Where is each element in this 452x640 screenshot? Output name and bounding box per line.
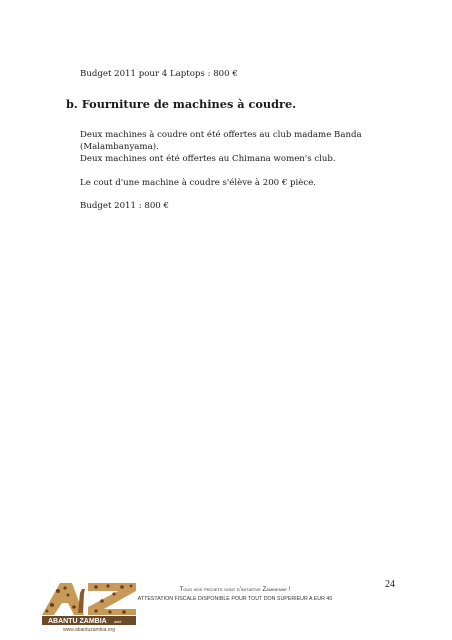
- paragraph-line: Deux machines à coudre ont été offertes au club madame Banda: [80, 130, 362, 140]
- footer-line-1: Tous nos projets sont d'initiative Zambienne !: [179, 587, 291, 593]
- logo-graphic-icon: [38, 577, 138, 633]
- abantu-zambia-logo: [38, 577, 138, 633]
- logo-name: ABANTU ZAMBIA: [48, 618, 107, 626]
- footer-line-2: ATTESTATION FISCALE DISPONIBLE POUR TOUT DON SUPERIEUR A EUR 40: [137, 596, 333, 602]
- paragraph-line: Deux machines ont été offertes au Chimana women's club.: [80, 154, 336, 164]
- budget-sewing-line: Budget 2011 : 800 €: [80, 201, 169, 211]
- footer-text: [120, 586, 350, 604]
- logo-url: www.abantuzambia.org: [63, 627, 115, 633]
- page-number: 24: [385, 579, 395, 590]
- logo-suffix: asbl: [114, 619, 122, 625]
- paragraph-line: (Malambanyama).: [80, 142, 159, 152]
- section-heading: b. Fourniture de machines à coudre.: [66, 97, 297, 111]
- cost-line: Le cout d'une machine à coudre s'élève à 200 € pièce.: [80, 178, 317, 188]
- budget-laptops-line: Budget 2011 pour 4 Laptops : 800 €: [80, 69, 238, 79]
